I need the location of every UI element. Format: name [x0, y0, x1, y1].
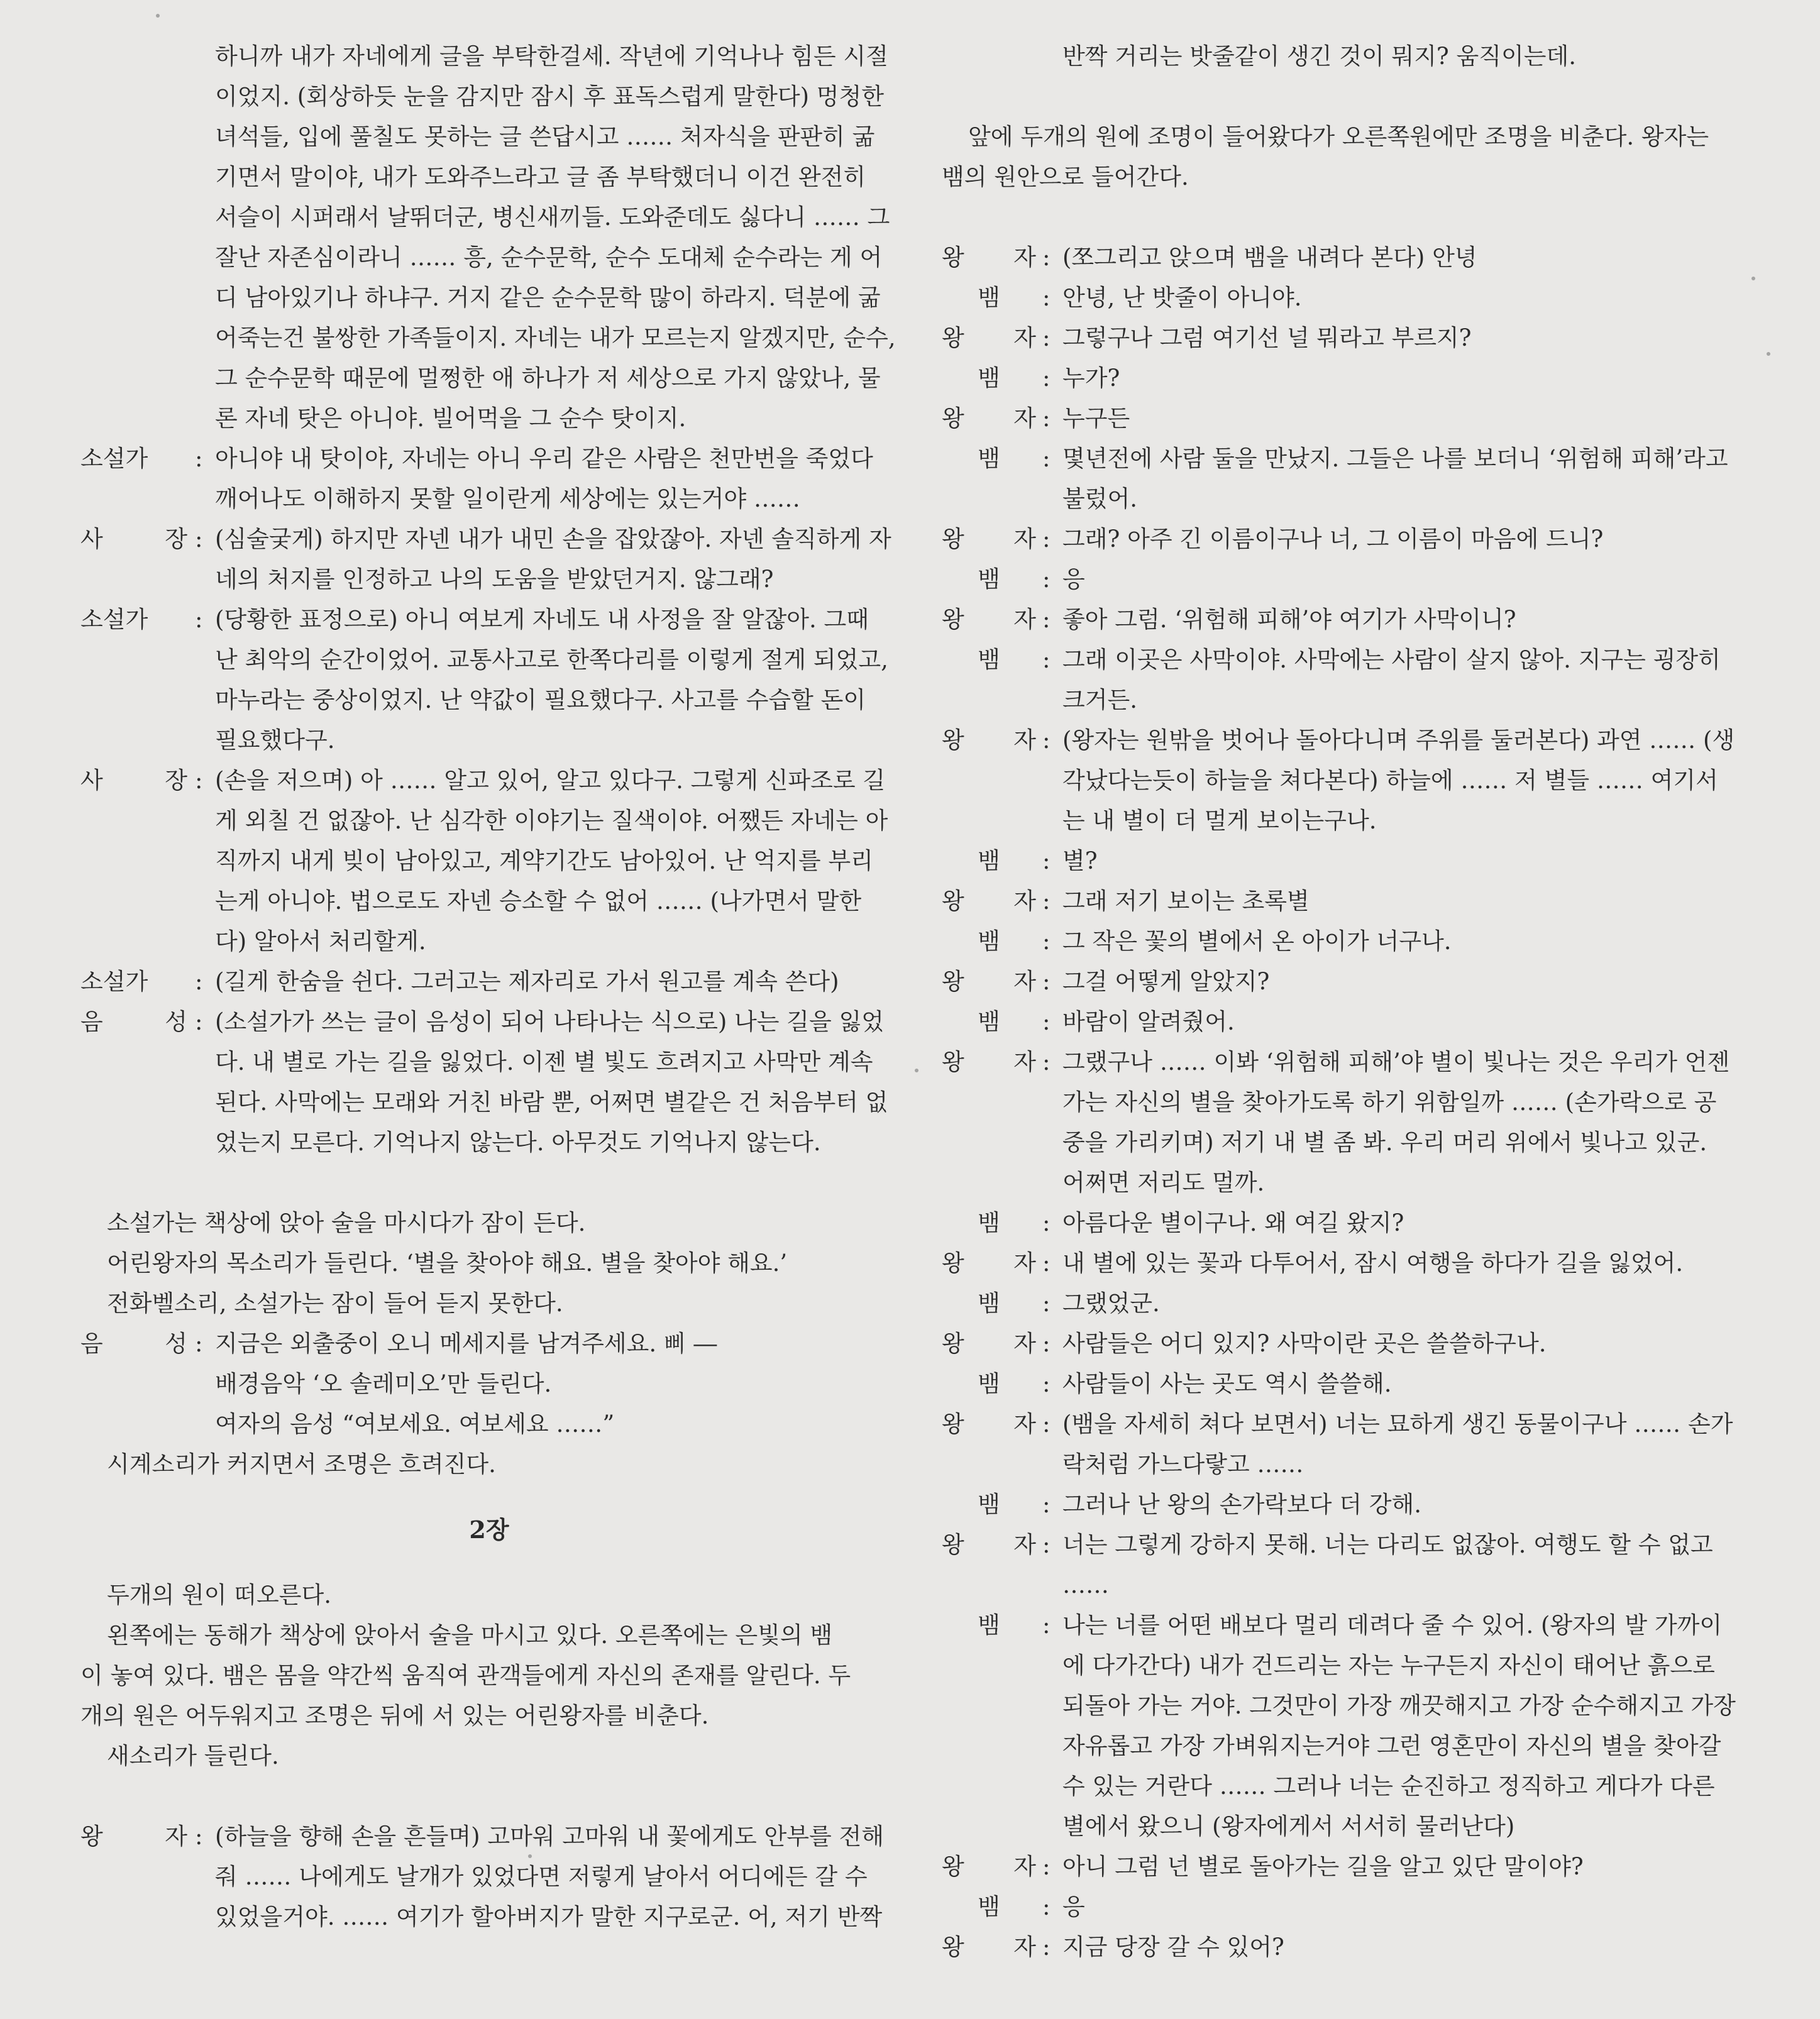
speaker-colon: :	[195, 445, 203, 472]
line-text: 사람들이 사는 곳도 역시 쓸쓸해.	[1062, 1370, 1392, 1397]
line-text: 그렇구나 그럼 여기선 널 뭐라고 부르지?	[1062, 324, 1472, 351]
dialogue-line	[942, 720, 1759, 761]
stage-direction	[80, 1284, 898, 1324]
continuation-line	[80, 36, 898, 77]
line-text: 나는 너를 어떤 배보다 멀리 데려다 줄 수 있어. (왕자의 발 가까이	[1062, 1612, 1723, 1639]
continuation-line	[942, 1726, 1759, 1766]
speaker-colon: :	[1042, 1411, 1051, 1438]
line-text: 반짝 거리는 밧줄같이 생긴 것이 뭐지? 움직이는데.	[1062, 43, 1577, 70]
line-text: 네의 처지를 인정하고 나의 도움을 받았던거지. 않그래?	[215, 566, 774, 593]
line-text: 소설가는 책상에 앉아 술을 마시다가 잠이 든다.	[107, 1209, 586, 1236]
line-text: 그래 저기 보이는 초록별	[1062, 888, 1310, 915]
speaker-name: 왕 자	[942, 1250, 1036, 1277]
dialogue-line	[942, 1042, 1759, 1082]
speaker-colon: :	[195, 1823, 203, 1850]
line-text: ……	[1062, 1571, 1109, 1598]
speaker-colon: :	[1042, 284, 1051, 311]
dialogue-line	[942, 238, 1759, 278]
speaker-name: 사 장	[80, 767, 187, 794]
continuation-line	[80, 278, 898, 318]
speaker-colon: :	[1042, 1008, 1051, 1035]
speaker-colon: :	[1042, 1330, 1051, 1357]
line-text: 어쩌면 저리도 멀까.	[1062, 1169, 1265, 1196]
speaker-name: 뱀	[978, 445, 1000, 472]
speaker-name: 뱀	[978, 365, 1000, 392]
line-text: 게 외칠 건 없잖아. 난 심각한 이야기는 질색이야. 어쨌든 자네는 아	[215, 807, 888, 834]
speaker-colon: :	[1042, 968, 1051, 995]
continuation-line	[80, 1897, 898, 1937]
speaker-colon: :	[1042, 324, 1051, 351]
line-text: 락처럼 가느다랗고 ……	[1062, 1451, 1304, 1478]
speaker-colon: :	[1042, 1853, 1051, 1880]
line-text: (심술궂게) 하지만 자넨 내가 내민 손을 잡았잖아. 자넨 솔직하게 자	[215, 525, 891, 553]
speaker-name: 뱀	[978, 1491, 1000, 1518]
speaker-colon: :	[195, 968, 203, 995]
speaker-colon: :	[1042, 1370, 1051, 1397]
speaker-name: 왕 자	[942, 1330, 1036, 1357]
speaker-name: 왕 자	[942, 1411, 1036, 1438]
line-text: (길게 한숨을 쉰다. 그러고는 제자리로 가서 원고를 계속 쓴다)	[215, 968, 839, 995]
stage-direction	[80, 1243, 898, 1284]
line-text: 바람이 알려줬어.	[1062, 1008, 1235, 1035]
speaker-colon: :	[1042, 888, 1051, 915]
dialogue-line	[942, 1525, 1759, 1565]
speaker-colon: :	[1042, 405, 1051, 432]
speaker-name: 음 성	[80, 1330, 187, 1357]
line-text: 기면서 말이야, 내가 도와주느라고 글 좀 부탁했더니 이건 완전히	[215, 163, 866, 190]
line-text: 수 있는 거란다 …… 그러나 너는 순진하고 정직하고 게다가 다른	[1062, 1773, 1715, 1800]
line-text: 크거든.	[1062, 686, 1137, 713]
continuation-line	[80, 559, 898, 600]
line-text: 아니야 내 탓이야, 자네는 아니 우리 같은 사람은 천만번을 죽었다	[215, 445, 873, 472]
continuation-line	[80, 1404, 898, 1444]
speaker-colon: :	[1042, 445, 1051, 472]
continuation-line	[80, 881, 898, 921]
dialogue-line	[942, 1404, 1759, 1444]
line-text: 잘난 자존심이라니 …… 흥, 순수문학, 순수 도대체 순수라는 게 어	[215, 244, 883, 271]
line-text: 마누라는 중상이었지. 난 약값이 필요했다구. 사고를 수습할 돈이	[215, 686, 866, 713]
speaker-name: 소설가	[80, 445, 148, 472]
speaker-name: 왕 자	[942, 405, 1036, 432]
dialogue-line	[942, 278, 1759, 318]
stage-direction	[942, 117, 1759, 157]
dialogue-line	[942, 881, 1759, 921]
line-text: 있었을거야. …… 여기가 할아버지가 말한 지구로군. 어, 저기 반짝	[215, 1903, 883, 1930]
continuation-line	[942, 1646, 1759, 1686]
line-text: 그걸 어떻게 알았지?	[1062, 968, 1270, 995]
scan-speck	[915, 1069, 918, 1072]
dialogue-line	[80, 439, 898, 479]
spacer	[80, 1550, 898, 1575]
speaker-colon: :	[1042, 727, 1051, 754]
speaker-name: 사 장	[80, 525, 187, 553]
continuation-line	[942, 1807, 1759, 1847]
speaker-name: 왕 자	[942, 606, 1036, 633]
line-text: 그래? 아주 긴 이름이구나 너, 그 이름이 마음에 드니?	[1062, 525, 1604, 553]
dialogue-line	[942, 600, 1759, 640]
continuation-line	[80, 399, 898, 439]
line-text: 사람들은 어디 있지? 사막이란 곳은 쓸쓸하구나.	[1062, 1330, 1547, 1357]
speaker-name: 뱀	[978, 1370, 1000, 1397]
stage-direction	[80, 1656, 898, 1696]
line-text: 었는지 모른다. 기억나지 않는다. 아무것도 기억나지 않는다.	[215, 1129, 821, 1156]
line-text: 된다. 사막에는 모래와 거친 바람 뿐, 어쩌면 별같은 건 처음부터 없	[215, 1089, 888, 1116]
dialogue-line	[942, 1485, 1759, 1525]
line-text: 각났다는듯이 하늘을 쳐다본다) 하늘에 …… 저 별들 …… 여기서	[1062, 767, 1718, 794]
line-text: 아름다운 별이구나. 왜 여길 왔지?	[1062, 1209, 1404, 1236]
continuation-line	[942, 761, 1759, 801]
speaker-colon: :	[1042, 847, 1051, 874]
line-text: 는게 아니야. 법으로도 자넨 승소할 수 없어 …… (나가면서 말한	[215, 888, 862, 915]
spacer	[942, 197, 1759, 238]
line-text: 응	[1062, 566, 1085, 593]
continuation-line	[942, 1082, 1759, 1123]
dialogue-line	[942, 439, 1759, 479]
continuation-line	[80, 1364, 898, 1404]
continuation-line	[942, 1444, 1759, 1485]
continuation-line	[942, 479, 1759, 519]
speaker-colon: :	[1042, 606, 1051, 633]
speaker-name: 뱀	[978, 566, 1000, 593]
line-text: 여자의 음성 “여보세요. 여보세요 ……”	[215, 1411, 615, 1438]
left-column	[80, 36, 898, 1937]
continuation-line	[942, 680, 1759, 720]
continuation-line	[80, 479, 898, 519]
continuation-line	[80, 640, 898, 680]
line-text: (뱀을 자세히 쳐다 보면서) 너는 묘하게 생긴 동물이구나 …… 손가	[1062, 1411, 1733, 1438]
continuation-line	[942, 1123, 1759, 1163]
speaker-colon: :	[1042, 928, 1051, 955]
dialogue-line	[942, 1203, 1759, 1243]
continuation-line	[80, 680, 898, 720]
speaker-colon: :	[195, 525, 203, 553]
continuation-line	[80, 841, 898, 881]
speaker-name: 소설가	[80, 968, 148, 995]
dialogue-line	[942, 640, 1759, 680]
stage-direction	[80, 1736, 898, 1776]
line-text: 누구든	[1062, 405, 1130, 432]
speaker-colon: :	[1042, 1612, 1051, 1639]
line-text: 에 다가간다) 내가 건드리는 자는 누구든지 자신이 태어난 흙으로	[1062, 1652, 1715, 1679]
line-text: 지금 당장 갈 수 있어?	[1062, 1934, 1284, 1961]
line-text: (쪼그리고 앉으며 뱀을 내려다 본다) 안녕	[1062, 244, 1477, 271]
line-text: 줘 …… 나에게도 날개가 있었다면 저렇게 날아서 어디에든 갈 수	[215, 1863, 868, 1890]
line-text: 앞에 두개의 원에 조명이 들어왔다가 오른쪽원에만 조명을 비춘다. 왕자는	[968, 123, 1709, 150]
continuation-line	[80, 318, 898, 358]
line-text: (당황한 표정으로) 아니 여보게 자네도 내 사정을 잘 알잖아. 그때	[215, 606, 869, 633]
spacer	[80, 1776, 898, 1817]
speaker-colon: :	[1042, 244, 1051, 271]
line-text: 누가?	[1062, 365, 1120, 392]
dialogue-line	[942, 1847, 1759, 1887]
speaker-name: 음 성	[80, 1008, 187, 1035]
dialogue-line	[942, 399, 1759, 439]
line-text: 몇년전에 사람 둘을 만났지. 그들은 나를 보더니 ‘위험해 피해’라고	[1062, 445, 1728, 472]
dialogue-line	[942, 519, 1759, 559]
speaker-name: 왕 자	[942, 525, 1036, 553]
dialogue-line	[80, 519, 898, 559]
scan-speck	[528, 1854, 532, 1858]
dialogue-line	[942, 559, 1759, 600]
spacer	[942, 77, 1759, 117]
scan-speck	[1751, 277, 1755, 280]
line-text: 불렀어.	[1062, 485, 1137, 512]
continuation-line	[80, 238, 898, 278]
speaker-colon: :	[1042, 365, 1051, 392]
stage-direction	[80, 1203, 898, 1243]
dialogue-line	[80, 1002, 898, 1042]
dialogue-line	[942, 1002, 1759, 1042]
speaker-colon: :	[1042, 525, 1051, 553]
dialogue-line	[942, 358, 1759, 399]
continuation-line	[80, 801, 898, 841]
line-text: (손을 저으며) 아 …… 알고 있어, 알고 있다구. 그렇게 신파조로 길	[215, 767, 886, 794]
line-text: 안녕, 난 밧줄이 아니야.	[1062, 284, 1302, 311]
scene-heading: 2장	[469, 1516, 509, 1544]
continuation-line	[942, 1686, 1759, 1726]
line-text: 개의 원은 어두워지고 조명은 뒤에 서 있는 어린왕자를 비춘다.	[80, 1702, 709, 1729]
line-text: 어린왕자의 목소리가 들린다. ‘별을 찾아야 해요. 별을 찾아야 해요.’	[107, 1250, 788, 1277]
speaker-name: 소설가	[80, 606, 148, 633]
line-text: (왕자는 원밖을 벗어나 돌아다니며 주위를 둘러본다) 과연 …… (생	[1062, 727, 1735, 754]
dialogue-line	[80, 761, 898, 801]
speaker-colon: :	[1042, 1531, 1051, 1558]
dialogue-line	[942, 1927, 1759, 1967]
line-text: 그래 이곳은 사막이야. 사막에는 사람이 살지 않아. 지구는 굉장히	[1062, 646, 1721, 673]
line-text: 지금은 외출중이 오니 메세지를 남겨주세요. 삐 ―	[215, 1330, 717, 1357]
line-text: 배경음악 ‘오 솔레미오’만 들린다.	[215, 1370, 552, 1397]
speaker-name: 왕 자	[942, 968, 1036, 995]
line-text: 별?	[1062, 847, 1098, 874]
line-text: (하늘을 향해 손을 흔들며) 고마워 고마워 내 꽃에게도 안부를 전해	[215, 1823, 885, 1850]
continuation-line	[80, 117, 898, 157]
continuation-line	[80, 1082, 898, 1123]
dialogue-line	[942, 1243, 1759, 1284]
line-text: 하니까 내가 자네에게 글을 부탁한걸세. 작년에 기억나나 힘든 시절	[215, 43, 888, 70]
right-column	[942, 36, 1759, 1967]
line-text: 좋아 그럼. ‘위험해 피해’야 여기가 사막이니?	[1062, 606, 1516, 633]
dialogue-line	[80, 600, 898, 640]
continuation-line	[942, 36, 1759, 77]
speaker-colon: :	[1042, 1048, 1051, 1076]
line-text: 는 내 별이 더 멀게 보이는구나.	[1062, 807, 1377, 834]
line-text: 어죽는건 불쌍한 가족들이지. 자네는 내가 모르는지 알겠지만, 순수,	[215, 324, 896, 351]
continuation-line	[80, 1857, 898, 1897]
continuation-line	[942, 1565, 1759, 1605]
speaker-name: 왕 자	[942, 1853, 1036, 1880]
dialogue-line	[942, 841, 1759, 881]
speaker-name: 왕 자	[942, 888, 1036, 915]
line-text: 필요했다구.	[215, 727, 335, 754]
line-text: 가는 자신의 별을 찾아가도록 하기 위함일까 …… (손가락으로 공	[1062, 1089, 1717, 1116]
dialogue-line	[80, 962, 898, 1002]
stage-direction	[80, 1696, 898, 1736]
stage-direction	[80, 1444, 898, 1485]
speaker-name: 뱀	[978, 1008, 1000, 1035]
speaker-colon: :	[195, 1330, 203, 1357]
speaker-name: 뱀	[978, 284, 1000, 311]
continuation-line	[942, 1766, 1759, 1807]
line-text: 다. 내 별로 가는 길을 잃었다. 이젠 별 빛도 흐려지고 사막만 계속	[215, 1048, 873, 1076]
spacer	[80, 1163, 898, 1203]
line-text: 다) 알아서 처리할게.	[215, 928, 426, 955]
speaker-colon: :	[195, 606, 203, 633]
speaker-colon: :	[1042, 566, 1051, 593]
line-text: 론 자네 탓은 아니야. 빌어먹을 그 순수 탓이지.	[215, 405, 687, 432]
speaker-name: 뱀	[978, 1893, 1000, 1920]
line-text: 이었지. (회상하듯 눈을 감지만 잠시 후 표독스럽게 말한다) 멍청한	[215, 83, 885, 110]
line-text: 두개의 원이 떠오른다.	[107, 1582, 331, 1609]
line-text: 그 작은 꽃의 별에서 온 아이가 너구나.	[1062, 928, 1452, 955]
line-text: 전화벨소리, 소설가는 잠이 들어 듣지 못한다.	[107, 1290, 563, 1317]
scan-speck	[1767, 352, 1770, 356]
line-text: 그러나 난 왕의 손가락보다 더 강해.	[1062, 1491, 1421, 1518]
speaker-name: 왕 자	[942, 1531, 1036, 1558]
line-text: 녀석들, 입에 풀칠도 못하는 글 쓴답시고 …… 처자식을 판판히 굶	[215, 123, 875, 150]
dialogue-line	[942, 1605, 1759, 1646]
speaker-name: 뱀	[978, 847, 1000, 874]
speaker-name: 뱀	[978, 1290, 1000, 1317]
speaker-colon: :	[1042, 1250, 1051, 1277]
stage-direction	[942, 157, 1759, 197]
dialogue-line	[942, 1324, 1759, 1364]
dialogue-line	[942, 1284, 1759, 1324]
line-text: 뱀의 원안으로 들어간다.	[942, 163, 1189, 190]
line-text: 아니 그럼 넌 별로 돌아가는 길을 알고 있단 말이야?	[1062, 1853, 1584, 1880]
dialogue-line	[80, 1324, 898, 1364]
line-text: 너는 그렇게 강하지 못해. 너는 다리도 없잖아. 여행도 할 수 없고	[1062, 1531, 1713, 1558]
speaker-colon: :	[1042, 1209, 1051, 1236]
line-text: 그랬었군.	[1062, 1290, 1160, 1317]
line-text: 이 놓여 있다. 뱀은 몸을 약간씩 움직여 관객들에게 자신의 존재를 알린다. 두	[80, 1662, 851, 1689]
continuation-line	[80, 197, 898, 238]
spacer	[80, 1485, 898, 1510]
speaker-name: 뱀	[978, 1612, 1000, 1639]
line-text: 그 순수문학 때문에 멀쩡한 애 하나가 저 세상으로 가지 않았나, 물	[215, 365, 881, 392]
speaker-name: 왕 자	[942, 1048, 1036, 1076]
dialogue-line	[942, 921, 1759, 962]
speaker-colon: :	[1042, 1934, 1051, 1961]
dialogue-line	[942, 962, 1759, 1002]
speaker-colon: :	[1042, 1893, 1051, 1920]
line-text: 깨어나도 이해하지 못할 일이란게 세상에는 있는거야 ……	[215, 485, 800, 512]
continuation-line	[80, 720, 898, 761]
line-text: 중을 가리키며) 저기 내 별 좀 봐. 우리 머리 위에서 빛나고 있군.	[1062, 1129, 1707, 1156]
continuation-line	[80, 1042, 898, 1082]
continuation-line	[80, 77, 898, 117]
scan-speck	[156, 14, 160, 18]
continuation-line	[80, 157, 898, 197]
continuation-line	[942, 1163, 1759, 1203]
speaker-name: 왕 자	[80, 1823, 187, 1850]
line-text: 그랬구나 …… 이봐 ‘위험해 피해’야 별이 빛나는 것은 우리가 언젠	[1062, 1048, 1730, 1076]
speaker-name: 왕 자	[942, 1934, 1036, 1961]
line-text: 내 별에 있는 꽃과 다투어서, 잠시 여행을 하다가 길을 잃었어.	[1062, 1250, 1684, 1277]
speaker-name: 뱀	[978, 646, 1000, 673]
stage-direction	[80, 1615, 898, 1656]
speaker-colon: :	[1042, 1290, 1051, 1317]
dialogue-line	[942, 1887, 1759, 1927]
line-text: 서슬이 시퍼래서 날뛰더군, 병신새끼들. 도와준데도 싫다니 …… 그	[215, 204, 890, 231]
speaker-name: 왕 자	[942, 727, 1036, 754]
speaker-name: 왕 자	[942, 244, 1036, 271]
dialogue-line	[942, 1364, 1759, 1404]
line-text: 직까지 내게 빚이 남아있고, 계약기간도 남아있어. 난 억지를 부리	[215, 847, 873, 874]
line-text: 응	[1062, 1893, 1085, 1920]
speaker-name: 뱀	[978, 928, 1000, 955]
line-text: 되돌아 가는 거야. 그것만이 가장 깨끗해지고 가장 순수해지고 가장	[1062, 1692, 1736, 1719]
continuation-line	[80, 1123, 898, 1163]
speaker-colon: :	[195, 1008, 203, 1035]
speaker-name: 왕 자	[942, 324, 1036, 351]
line-text: 난 최악의 순간이었어. 교통사고로 한쪽다리를 이렇게 절게 되었고,	[215, 646, 888, 673]
speaker-colon: :	[1042, 1491, 1051, 1518]
line-text: (소설가가 쓰는 글이 음성이 되어 나타나는 식으로) 나는 길을 잃었	[215, 1008, 885, 1035]
stage-direction	[80, 1575, 898, 1615]
speaker-colon: :	[195, 767, 203, 794]
continuation-line	[80, 921, 898, 962]
line-text: 왼쪽에는 동해가 책상에 앉아서 술을 마시고 있다. 오른쪽에는 은빛의 뱀	[107, 1622, 833, 1649]
line-text: 새소리가 들린다.	[107, 1742, 279, 1769]
dialogue-line	[80, 1817, 898, 1857]
line-text: 자유롭고 가장 가벼워지는거야 그런 영혼만이 자신의 별을 찾아갈	[1062, 1732, 1721, 1759]
dialogue-line	[942, 318, 1759, 358]
continuation-line	[942, 801, 1759, 841]
continuation-line	[80, 358, 898, 399]
line-text: 디 남아있기나 하냐구. 거지 같은 순수문학 많이 하라지. 덕분에 굶	[215, 284, 881, 311]
line-text: 별에서 왔으니 (왕자에게서 서서히 물러난다)	[1062, 1813, 1515, 1840]
speaker-name: 뱀	[978, 1209, 1000, 1236]
speaker-colon: :	[1042, 646, 1051, 673]
line-text: 시계소리가 커지면서 조명은 흐려진다.	[107, 1451, 496, 1478]
